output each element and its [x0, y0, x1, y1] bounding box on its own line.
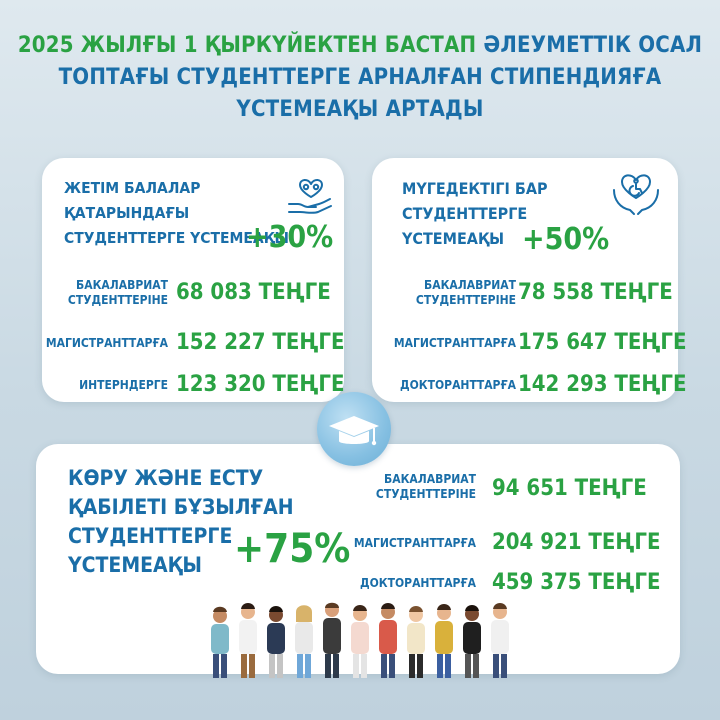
graduation-cap-icon [317, 392, 391, 466]
hands-heart-family-icon [286, 170, 336, 218]
student-figure [435, 604, 453, 678]
student-figure [239, 603, 257, 678]
disabled-row-label [400, 378, 516, 393]
label-line: ДОКТОРАНТТАРҒА [400, 378, 516, 392]
orphans-row-value: 152 227 ТЕҢГЕ [176, 330, 345, 355]
label-line: СТУДЕНТТЕРІНЕ [67, 293, 168, 307]
label-line: БАКАЛАВРИАТ [384, 472, 476, 486]
impaired-percent: +75% [234, 526, 351, 572]
disabled-row-value: 142 293 ТЕҢГЕ [518, 372, 687, 397]
student-figure [491, 603, 509, 678]
label-line: БАКАЛАВРИАТ [76, 278, 168, 292]
students-group-illustration [200, 600, 540, 678]
impaired-heading-line: ҮСТЕМЕАҚЫ [68, 553, 202, 577]
label-line: ДОКТОРАНТТАРҒА [360, 576, 476, 590]
student-figure [351, 605, 369, 678]
disabled-heading-line: СТУДЕНТТЕРГЕ [402, 204, 528, 223]
orphans-row-label [46, 336, 168, 351]
disabled-heading-line: ҮСТЕМЕАҚЫ [402, 229, 505, 248]
impaired-heading-line: ҚАБІЛЕТІ БҰЗЫЛҒАН [68, 495, 294, 519]
hands-heart-wheelchair-icon [610, 168, 662, 220]
title-topic: ӘЛЕУМЕТТІК ОСАЛ [483, 33, 703, 58]
label-line: МАГИСТРАНТТАРҒА [393, 336, 516, 350]
disabled-percent: +50% [522, 222, 610, 257]
graduation-badge [317, 392, 391, 466]
orphans-row-label [68, 278, 168, 308]
page-title [0, 30, 720, 126]
impaired-row-value: 459 375 ТЕҢГЕ [492, 570, 661, 595]
label-line: МАГИСТРАНТТАРҒА [353, 536, 476, 550]
orphans-heading-line: СТУДЕНТТЕРГЕ ҮСТЕМЕАҚЫ [64, 229, 289, 247]
disabled-row-value: 175 647 ТЕҢГЕ [518, 330, 687, 355]
disabled-row-label [394, 336, 516, 351]
impaired-row-value: 94 651 ТЕҢГЕ [492, 476, 647, 501]
disabled-row-label [416, 278, 516, 308]
student-figure [295, 605, 313, 678]
label-line: МАГИСТРАНТТАРҒА [45, 336, 168, 350]
student-figure [211, 607, 229, 678]
disabled-heading-line: МҮГЕДЕКТІГІ БАР [402, 179, 548, 198]
label-line: ИНТЕРНДЕРГЕ [79, 378, 168, 392]
title-line-3: ҮСТЕМЕАҚЫ АРТАДЫ [236, 97, 484, 122]
student-figure [463, 605, 481, 678]
orphans-card [42, 158, 344, 402]
student-figure [407, 606, 425, 678]
student-figure [379, 603, 397, 678]
orphans-row-value: 68 083 ТЕҢГЕ [176, 280, 331, 305]
student-figure [267, 606, 285, 678]
orphans-heading-line: ҚАТАРЫНДАҒЫ [64, 204, 190, 222]
orphans-percent: +30% [246, 220, 334, 255]
orphans-row-value: 123 320 ТЕҢГЕ [176, 372, 345, 397]
label-line: БАКАЛАВРИАТ [424, 278, 516, 292]
orphans-row-label [79, 378, 168, 393]
label-line: СТУДЕНТТЕРІНЕ [375, 487, 476, 501]
orphans-heading-line: ЖЕТІМ БАЛАЛАР [64, 179, 201, 197]
student-figure [323, 603, 341, 678]
disabled-card [372, 158, 687, 402]
title-date: 2025 ЖЫЛҒЫ 1 ҚЫРКҮЙЕКТЕН БАСТАП [17, 33, 477, 58]
impaired-row-label [354, 536, 476, 551]
label-line: СТУДЕНТТЕРІНЕ [415, 293, 516, 307]
impaired-heading-line: СТУДЕНТТЕРГЕ [68, 524, 233, 548]
impaired-row-label [360, 576, 476, 591]
impaired-row-label [376, 472, 476, 502]
impaired-heading-line: КӨРУ ЖӘНЕ ЕСТУ [68, 466, 264, 490]
title-line-2: ТОПТАҒЫ СТУДЕНТТЕРГЕ АРНАЛҒАН СТИПЕНДИЯҒА [58, 65, 662, 90]
title-line-1 [0, 30, 720, 62]
disabled-row-value: 78 558 ТЕҢГЕ [518, 280, 673, 305]
impaired-row-value: 204 921 ТЕҢГЕ [492, 530, 661, 555]
